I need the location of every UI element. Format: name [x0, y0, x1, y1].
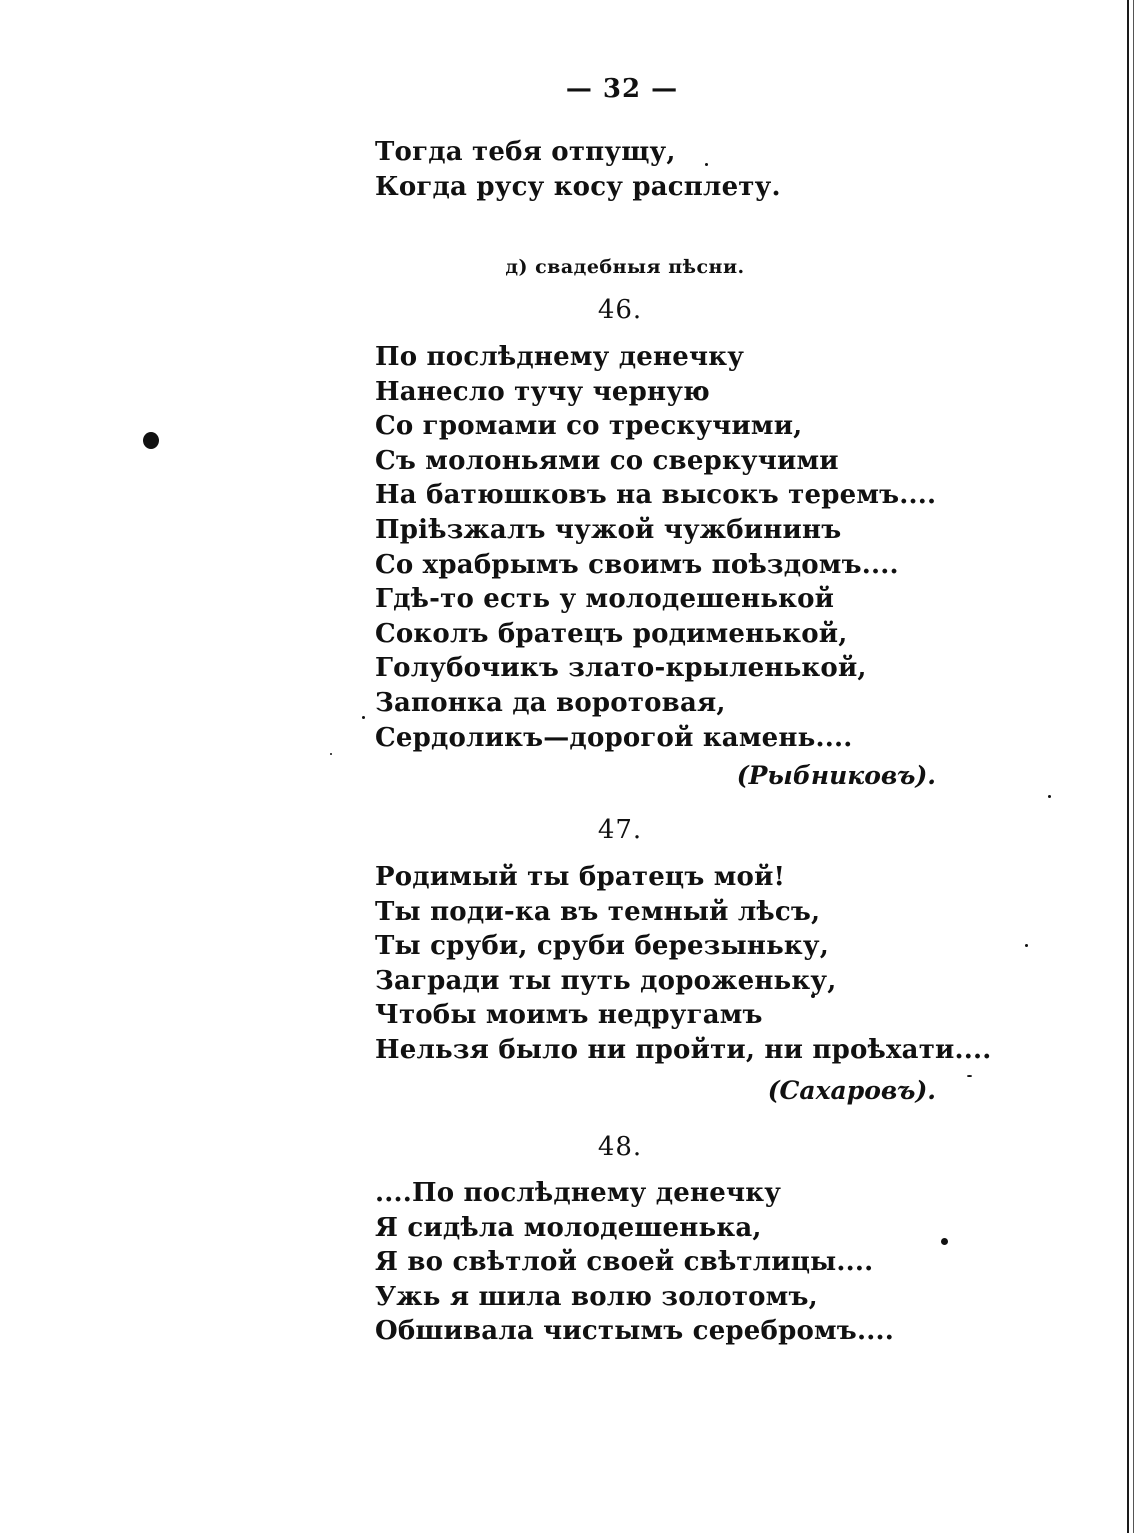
song-47-source: (Сахаровъ). — [767, 1076, 936, 1105]
ink-dot — [330, 753, 332, 755]
verse-line: ....По послѣднему денечку — [375, 1178, 782, 1208]
verse-line: Тогда тебя отпущу, — [375, 137, 676, 167]
ink-dot — [362, 716, 365, 719]
song-47-verse — [375, 860, 992, 1068]
verse-line: По послѣднему денечку — [375, 342, 745, 372]
page-edge-line — [1127, 0, 1129, 1533]
page-edge-line-thin — [1133, 0, 1134, 1533]
song-46-source: (Рыбниковъ). — [736, 761, 936, 790]
ink-dot — [967, 1075, 972, 1077]
ink-dot — [1025, 944, 1028, 947]
ink-dot — [941, 1238, 948, 1245]
song-number-48: 48. — [597, 1132, 643, 1162]
intro-verse — [375, 135, 781, 204]
verse-line: Соколъ братецъ родименькой, — [375, 618, 848, 649]
ink-dot — [1048, 795, 1051, 798]
verse-line: Нельзя было ни пройти, ни проѣхати.... — [375, 1034, 992, 1065]
verse-line: Сердоликъ—дорогой камень.... — [375, 722, 853, 753]
verse-line: Голубочикъ злато-крыленькой, — [375, 653, 867, 684]
verse-line: Нанесло тучу черную — [375, 376, 710, 407]
song-number-46: 46. — [597, 295, 643, 325]
verse-line: Со храбрымъ своимъ поѣздомъ.... — [375, 549, 899, 580]
verse-line: Съ молоньями со сверкучими — [375, 445, 839, 476]
verse-line: Гдѣ-то есть у молодешенькой — [375, 584, 835, 615]
verse-line: Ты сруби, сруби березыньку, — [375, 931, 829, 962]
song-number-47: 47. — [597, 815, 643, 845]
verse-line: Запонка да воротовая, — [375, 687, 726, 718]
verse-line: Загради ты путь дороженьку, — [375, 965, 837, 996]
song-46-verse — [375, 340, 936, 755]
section-heading: д) свадебныя пѣсни. — [505, 256, 745, 278]
verse-line: Когда русу косу расплету. — [375, 171, 781, 202]
song-48-verse — [375, 1176, 894, 1349]
verse-line: Ты поди-ка въ темный лѣсъ, — [375, 896, 821, 927]
verse-line: Я во свѣтлой своей свѣтлицы.... — [375, 1247, 874, 1278]
page-number: — 32 — — [565, 74, 679, 104]
verse-line: Родимый ты братецъ мой! — [375, 862, 786, 892]
verse-line: Чтобы моимъ недругамъ — [375, 1000, 763, 1031]
ink-blot — [143, 432, 159, 449]
verse-line: На батюшковъ на высокъ теремъ.... — [375, 480, 937, 511]
verse-line: Пріѣзжалъ чужой чужбининъ — [375, 514, 842, 545]
verse-line: Со громами со трескучими, — [375, 411, 803, 442]
verse-line: Ужь я шила волю золотомъ, — [375, 1281, 818, 1312]
verse-line: Обшивала чистымъ серебромъ.... — [375, 1316, 894, 1347]
verse-line: Я сидѣла молодешенька, — [375, 1212, 762, 1243]
